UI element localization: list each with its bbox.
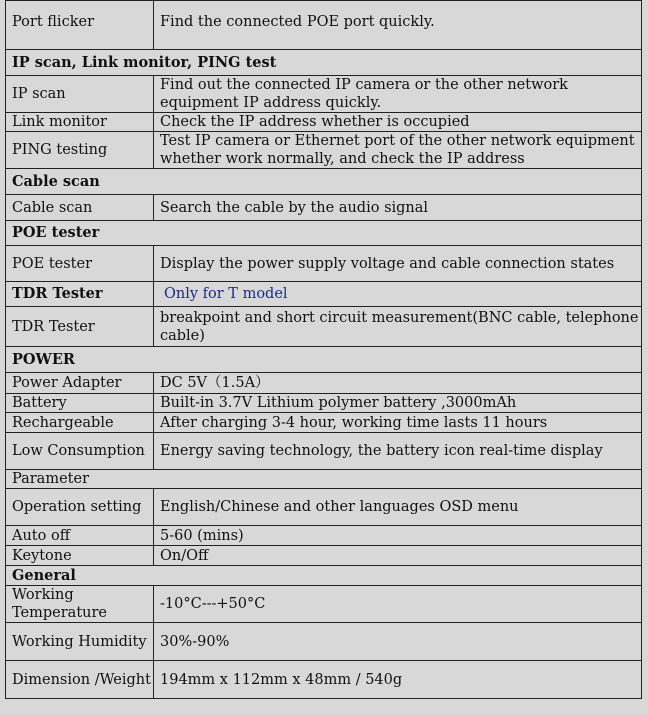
section-header-row xyxy=(6,347,642,373)
spec-key: Keytone xyxy=(6,546,154,566)
section-header-row xyxy=(6,221,642,246)
spec-key: Battery xyxy=(6,394,154,413)
spec-value: 194mm x 112mm x 48mm / 540g xyxy=(154,661,642,699)
spec-key: Auto off xyxy=(6,526,154,546)
spec-value: Search the cable by the audio signal xyxy=(154,195,642,221)
section-title: IP scan, Link monitor, PING test xyxy=(6,50,642,76)
section-header-row xyxy=(6,566,642,586)
spec-value: 5-60 (mins) xyxy=(154,526,642,546)
spec-value: Find out the connected IP camera or the other network equipment IP address quickly. xyxy=(154,76,642,113)
spec-key: Dimension /Weight xyxy=(6,661,154,699)
section-note-cell xyxy=(154,282,642,307)
section-header-row xyxy=(6,50,642,76)
spec-row xyxy=(6,546,642,566)
section-header-row xyxy=(6,169,642,195)
spec-key: Rechargeable xyxy=(6,413,154,433)
section-title: POE tester xyxy=(6,221,642,246)
spec-row xyxy=(6,195,642,221)
spec-key: POE tester xyxy=(6,246,154,282)
spec-key: Working Humidity xyxy=(6,623,154,661)
section-title: POWER xyxy=(6,347,642,373)
section-header-row xyxy=(6,282,642,307)
spec-key: Cable scan xyxy=(6,195,154,221)
spec-key: Operation setting xyxy=(6,489,154,526)
spec-row xyxy=(6,132,642,169)
spec-row xyxy=(6,586,642,623)
spec-key: IP scan xyxy=(6,76,154,113)
spec-value: Test IP camera or Ethernet port of the other network equipment whether work normally, and check the IP address xyxy=(154,132,642,169)
spec-value: 30%-90% xyxy=(154,623,642,661)
section-title: Cable scan xyxy=(6,169,642,195)
spec-value: DC 5V（1.5A） xyxy=(154,373,642,394)
spec-value: After charging 3-4 hour, working time lasts 11 hours xyxy=(154,413,642,433)
spec-value: On/Off xyxy=(154,546,642,566)
spec-value: breakpoint and short circuit measurement(BNC cable, telephone cable) xyxy=(154,307,642,347)
group-label: Parameter xyxy=(6,470,642,489)
spec-key: Port flicker xyxy=(6,1,154,50)
spec-value: Energy saving technology, the battery icon real-time display xyxy=(154,433,642,470)
spec-value: Built-in 3.7V Lithium polymer battery ,3000mAh xyxy=(154,394,642,413)
spec-value: Check the IP address whether is occupied xyxy=(154,113,642,132)
label-row xyxy=(6,470,642,489)
spec-key: Power Adapter xyxy=(6,373,154,394)
spec-row xyxy=(6,246,642,282)
spec-value: Display the power supply voltage and cable connection states xyxy=(154,246,642,282)
spec-key: Low Consumption xyxy=(6,433,154,470)
model-note: Only for T model xyxy=(164,286,288,302)
spec-key: Working Temperature xyxy=(6,586,154,623)
section-title: General xyxy=(6,566,642,586)
spec-row xyxy=(6,394,642,413)
spec-key: PING testing xyxy=(6,132,154,169)
spec-value: Find the connected POE port quickly. xyxy=(154,1,642,50)
section-title: TDR Tester xyxy=(6,282,154,307)
spec-key: TDR Tester xyxy=(6,307,154,347)
spec-table xyxy=(5,0,642,699)
spec-row xyxy=(6,489,642,526)
spec-value: -10°C---+50°C xyxy=(154,586,642,623)
spec-row xyxy=(6,113,642,132)
spec-row xyxy=(6,526,642,546)
spec-row xyxy=(6,623,642,661)
spec-row xyxy=(6,373,642,394)
spec-row xyxy=(6,413,642,433)
spec-row xyxy=(6,433,642,470)
spec-row xyxy=(6,661,642,699)
spec-row xyxy=(6,76,642,113)
spec-row xyxy=(6,307,642,347)
spec-value: English/Chinese and other languages OSD menu xyxy=(154,489,642,526)
spec-key: Link monitor xyxy=(6,113,154,132)
spec-row xyxy=(6,1,642,50)
